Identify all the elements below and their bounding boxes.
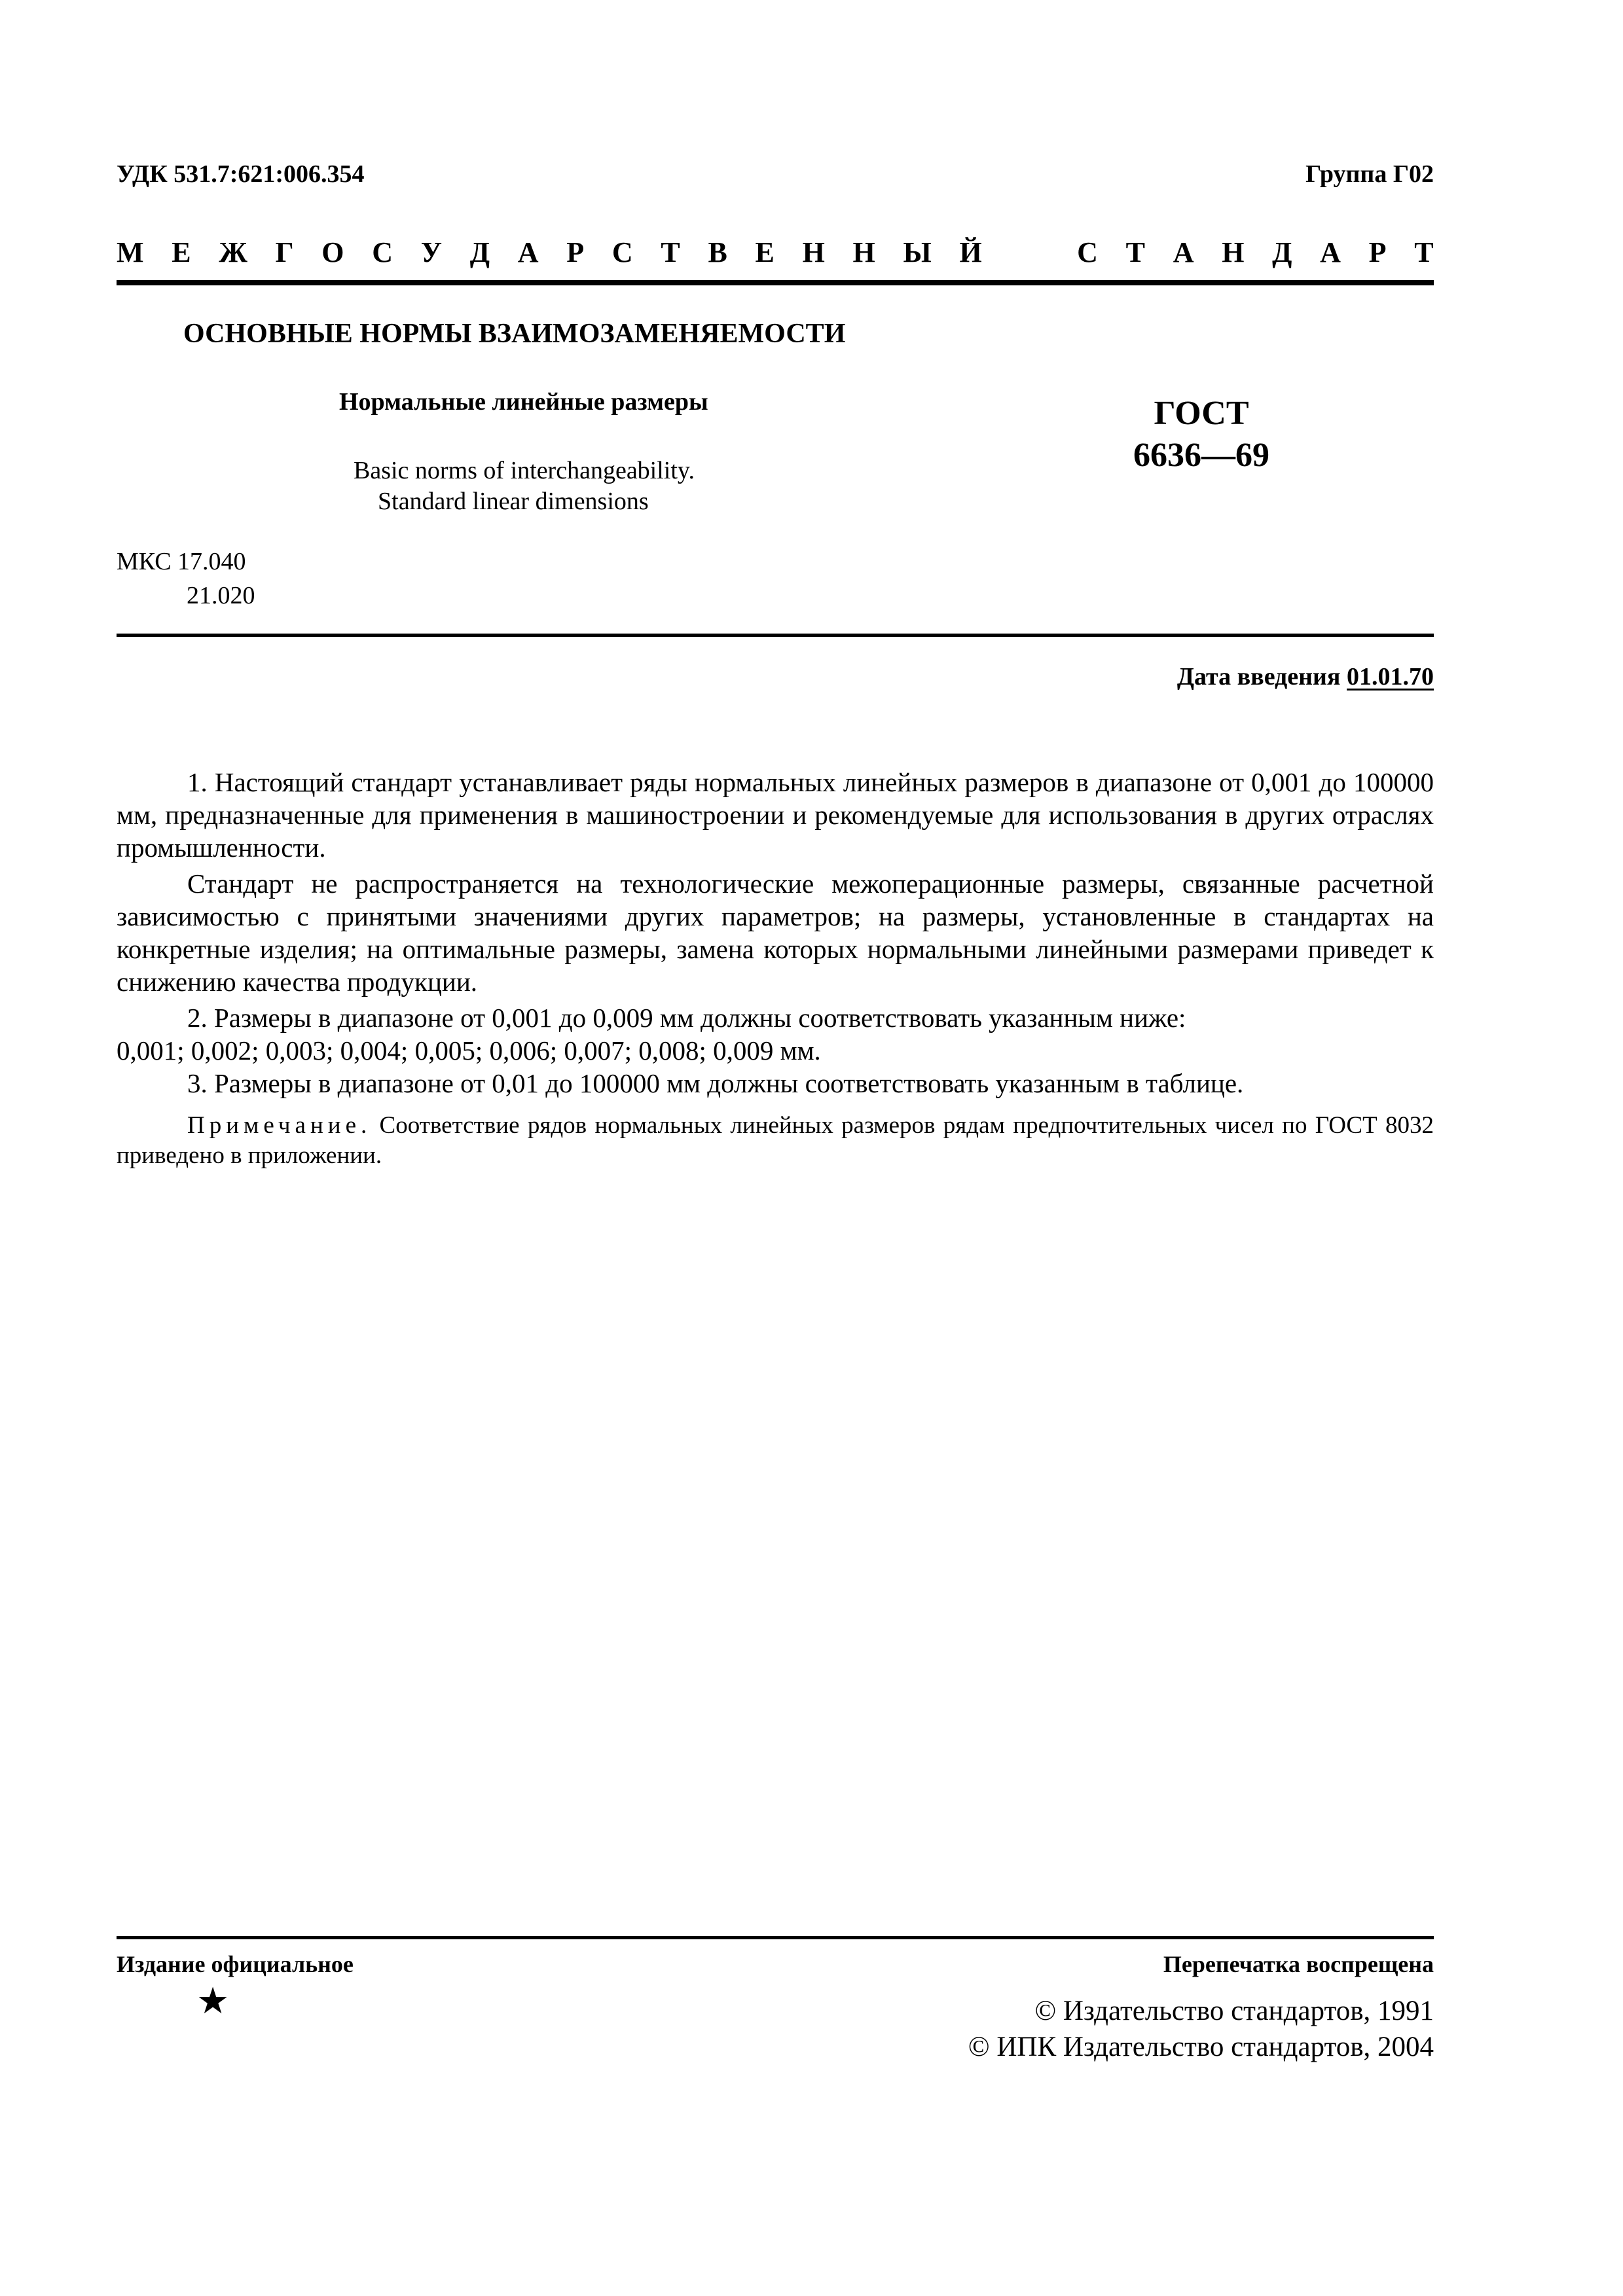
paragraph-3 <box>117 1001 1434 1034</box>
standard-subtitle: Нормальные линейные размеры <box>339 388 708 416</box>
group-code: Группа Г02 <box>1305 160 1434 188</box>
introduction-date <box>1177 662 1434 691</box>
paragraph-2 <box>117 867 1434 998</box>
size-values-list <box>117 1034 1434 1067</box>
paragraph-text: 2. Размеры в диапазоне от 0,001 до 0,009 мм должны соответствовать указанным ниже: <box>187 1003 1186 1033</box>
paragraph-1 <box>117 766 1434 864</box>
paragraph-5 <box>117 1067 1434 1100</box>
english-title-line2: Standard linear dimensions <box>378 488 649 515</box>
heading-letter: Ж <box>219 236 247 268</box>
heading-letter: Т <box>1125 236 1145 268</box>
official-edition-label: Издание официальное <box>117 1951 354 1977</box>
heading-letter: А <box>1173 236 1194 268</box>
heading-letter: Н <box>802 236 825 268</box>
heading-letter: Н <box>852 236 875 268</box>
heading-letter: С <box>611 236 633 268</box>
copyright-1991: © Издательство стандартов, 1991 <box>1034 1996 1434 2026</box>
note <box>117 1111 1434 1171</box>
copyright-2004: © ИПК Издательство стандартов, 2004 <box>968 2032 1434 2062</box>
intro-date-label: Дата введения <box>1176 663 1341 691</box>
note-label: Примечание. <box>187 1112 372 1139</box>
heading-letter: Г <box>275 236 294 268</box>
paragraph-text: 1. Настоящий стандарт устанавливает ряды нормальных линейных размеров в диапазоне от 0,001 до 100000 мм, предназначенные для применения в машиностроении и рекомендуемые для использования в других отраслях промышленности. <box>117 767 1434 863</box>
paragraph-text: Стандарт не распространяется на технологические межоперационные размеры, связанные расчетной зависимостью с принятыми значениями других параметров; на размеры, установленные в стандартах на конкретные изделия; на оптимальные размеры, замена которых нормальными линейными размерами приведет к снижению качества продукции. <box>117 869 1434 997</box>
heading-letter: Е <box>172 236 191 268</box>
heading-letter: Т <box>1414 236 1434 268</box>
mks-code-1: МКС 17.040 <box>117 548 246 575</box>
heading-letter: Е <box>755 236 775 268</box>
heading-letter: С <box>372 236 393 268</box>
heading-letter: Й <box>959 236 982 268</box>
intro-date-value: 01.01.70 <box>1347 663 1434 691</box>
heading-letter: У <box>420 236 443 268</box>
heading-letter: А <box>1320 236 1341 268</box>
heading-letter: Д <box>1272 236 1292 268</box>
designation-line2: 6636—69 <box>1133 437 1269 474</box>
udk-code: УДК 531.7:621:006.354 <box>117 160 365 188</box>
mks-code-2: 21.020 <box>187 582 255 609</box>
heading-letter: С <box>1077 236 1098 268</box>
heading-word-gap <box>1010 236 1049 269</box>
heading-letter: Ы <box>903 236 932 268</box>
footer-divider <box>117 1936 1434 1939</box>
heading-letter: Т <box>661 236 680 268</box>
reprint-prohibited-label: Перепечатка воспрещена <box>1163 1951 1434 1977</box>
header-divider <box>117 280 1434 285</box>
note-paragraph <box>117 1111 1434 1171</box>
paragraph-text: 3. Размеры в диапазоне от 0,01 до 100000 мм должны соответствовать указанным в таблице. <box>187 1068 1244 1098</box>
standard-title: ОСНОВНЫЕ НОРМЫ ВЗАИМОЗАМЕНЯЕМОСТИ <box>183 319 846 349</box>
heading-letter: В <box>708 236 727 268</box>
standard-designation <box>1106 393 1296 476</box>
heading-letter: А <box>517 236 539 268</box>
paragraph-text: 0,001; 0,002; 0,003; 0,004; 0,005; 0,006; 0,007; 0,008; 0,009 мм. <box>117 1035 821 1066</box>
star-icon: ★ <box>196 1981 230 2022</box>
heading-letter: Р <box>566 236 585 268</box>
heading-letter: О <box>321 236 344 268</box>
heading-letter: М <box>117 236 144 268</box>
interstate-standard-heading <box>117 236 1434 269</box>
note-text: Соответствие рядов нормальных линейных размеров рядам предпочтительных чисел по ГОСТ 8032 приведено в приложении. <box>117 1112 1434 1169</box>
title-divider <box>117 634 1434 637</box>
heading-letter: Н <box>1222 236 1245 268</box>
designation-line1: ГОСТ <box>1154 395 1249 432</box>
heading-letter: Д <box>469 236 490 268</box>
english-title-line1: Basic norms of interchangeability. <box>354 457 695 484</box>
heading-letter: Р <box>1368 236 1387 268</box>
